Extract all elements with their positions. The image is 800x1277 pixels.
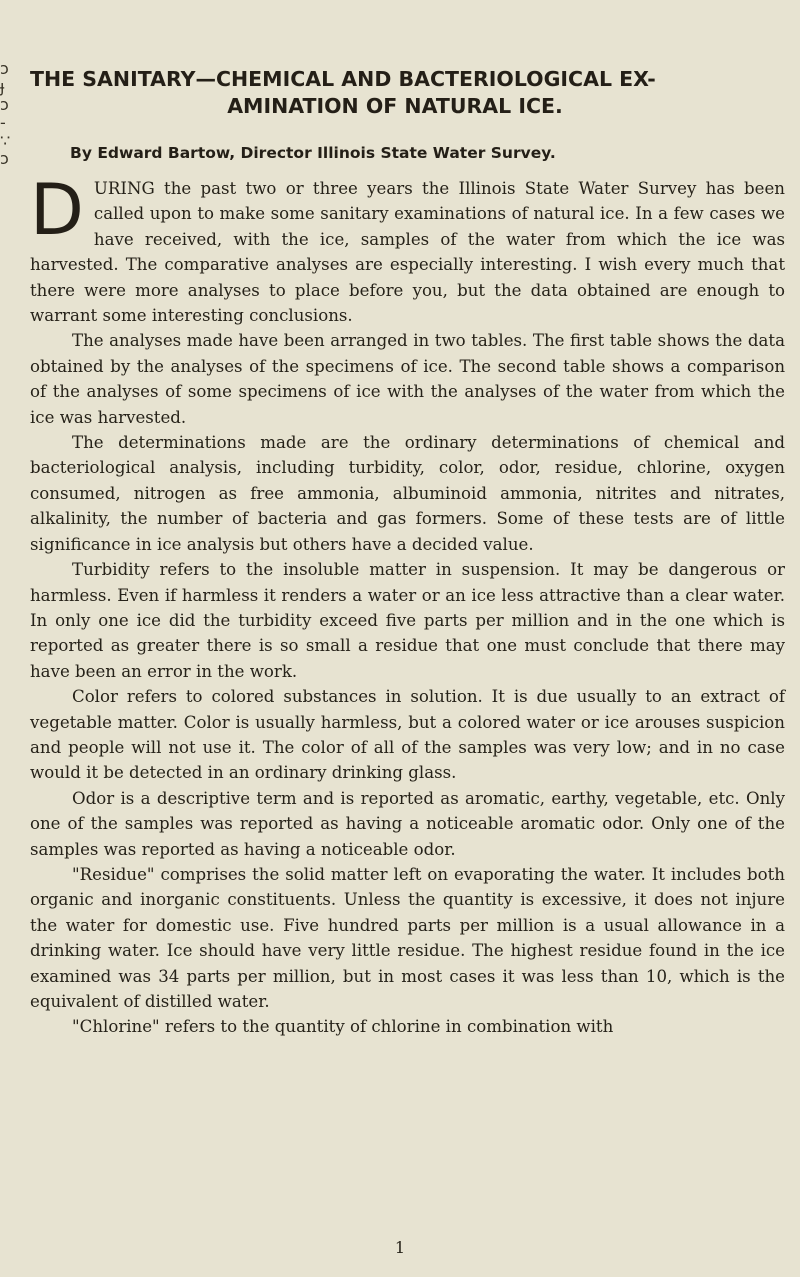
paragraph-chlorine: "Chlorine" refers to the quantity of chlorine in combination with [72, 1017, 614, 1037]
paragraph-determinations: The determinations made are the ordinary determinations of chemical and bacteriological analysis, including turbidity, color, odor, residue, chlorine, oxygen consumed, nitrogen as free ammonia, albuminoid ammonia, nitrites and nitrates, alkalinity, the number of bacteria and gas formers. Some of these tests are of little significance in ice analysis but others have a decided value. [30, 433, 785, 554]
margin-mark: ɟ [0, 77, 5, 96]
margin-mark: ∵ [0, 131, 11, 150]
paragraph-turbidity: Turbidity refers to the insoluble matter in suspension. It may be dangerous or harmless. Even if harmless it renders a water or an ice less attractive than a clear water. In only one ice did the turbidity exceed five parts per million and in the one which is reported as greater there is so small a residue that one must conclude that there may have been an error in the work. [30, 560, 785, 681]
drop-cap: D [30, 169, 84, 251]
margin-mark: ɔ [0, 95, 9, 114]
margin-mark: ɔ [0, 59, 9, 78]
margin-mark: - [0, 113, 6, 132]
paragraph-residue: "Residue" comprises the solid matter left on evaporating the water. It includes both organic and inorganic constituents. Unless the quantity is excessive, it does not injure the water for domestic use. Five hundred parts per million is a usual allowance in a drinking water. Ice should have very little residue. The highest residue found in the ice examined was 34 parts per million, but in most cases it was less than 10, which is the equivalent of distilled water. [30, 864, 785, 1011]
title-line-2: AMINATION OF NATURAL ICE. [227, 94, 563, 118]
paragraph-odor: Odor is a descriptive term and is reported as aromatic, earthy, vegetable, etc. Only one of the samples was reported as having a noticeable aromatic odor. Only one of the samples was reported as having a noticeable odor. [30, 788, 785, 859]
paragraph-intro [30, 169, 785, 328]
paragraph-text: URING the past two or three years the Illinois State Water Survey has been called upon to make some sanitary examinations of natural ice. In a few cases we have received, with the ice, samples of the water from which the ice was harvested. The comparative analyses are especially interesting. I wish every much that there were more analyses to place before you, but the data obtained are enough to warrant some interesting conclusions. [30, 179, 785, 326]
byline: By Edward Bartow, Director Illinois State Water Survey. [70, 144, 556, 162]
article-title [30, 66, 800, 120]
title-line-1: THE SANITARY—CHEMICAL AND BACTERIOLOGICAL EX- [30, 67, 656, 91]
paragraph-color: Color refers to colored substances in solution. It is due usually to an extract of vegetable matter. Color is usually harmless, but a colored water or ice arouses suspicion and people will not use it. The color of all of the samples was very low; and in no case would it be detected in an ordinary drinking glass. [30, 687, 785, 783]
page-number: 1 [394, 1238, 406, 1257]
article-body [30, 169, 785, 1040]
paragraph-tables: The analyses made have been arranged in two tables. The first table shows the data obtained by the analyses of the specimens of ice. The second table shows a comparison of the analyses of some specimens of ice with the analyses of the water from which the ice was harvested. [30, 331, 785, 427]
margin-mark: ɔ [0, 149, 9, 168]
margin-marks [0, 60, 14, 168]
